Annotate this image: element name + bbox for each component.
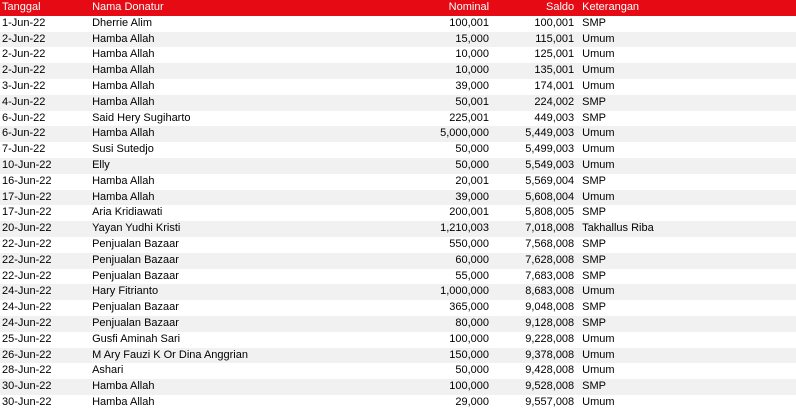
cell-keterangan: SMP [582,95,607,108]
cell-saldo: 9,557,008 [525,395,575,408]
cell-keterangan: Umum [582,127,615,140]
cell-saldo: 125,001 [534,48,575,61]
table-row [0,63,796,79]
table-row [0,16,796,32]
cell-nominal: 39,000 [455,79,490,92]
cell-nominal: 39,000 [455,190,490,203]
cell-nama-donatur: Penjualan Bazaar [92,301,179,314]
cell-saldo: 9,228,008 [525,332,575,345]
cell-keterangan: SMP [582,380,607,393]
cell-nominal: 365,000 [449,301,490,314]
cell-nama-donatur: Dherrie Alim [92,16,152,29]
cell-tanggal: 26-Jun-22 [2,348,52,361]
cell-nominal: 15,000 [455,32,490,45]
cell-tanggal: 10-Jun-22 [2,158,52,171]
table-row [0,379,796,395]
cell-tanggal: 17-Jun-22 [2,206,52,219]
cell-nominal: 150,000 [449,348,490,361]
cell-saldo: 5,449,003 [525,127,575,140]
table-row [0,316,796,332]
cell-nominal: 60,000 [455,253,490,266]
table-row [0,269,796,285]
cell-nama-donatur: Penjualan Bazaar [92,237,179,250]
cell-nominal: 100,001 [449,16,490,29]
cell-nama-donatur: Hamba Allah [92,32,155,45]
cell-nama-donatur: Aria Kridiawati [92,206,163,219]
cell-saldo: 7,018,008 [525,222,575,235]
table-row [0,205,796,221]
table-row [0,111,796,127]
cell-nama-donatur: Hamba Allah [92,48,155,61]
table-row [0,253,796,269]
table-row [0,174,796,190]
table-row [0,348,796,364]
cell-nominal: 80,000 [455,316,490,329]
cell-nama-donatur: Elly [92,158,110,171]
cell-nominal: 1,000,000 [440,285,490,298]
table-row [0,300,796,316]
cell-saldo: 9,378,008 [525,348,575,361]
cell-nama-donatur: Hamba Allah [92,95,155,108]
cell-saldo: 5,808,005 [525,206,575,219]
cell-tanggal: 30-Jun-22 [2,395,52,408]
cell-nama-donatur: Gusfi Aminah Sari [92,332,181,345]
cell-saldo: 8,683,008 [525,285,575,298]
cell-saldo: 9,128,008 [525,316,575,329]
cell-keterangan: Umum [582,190,615,203]
column-header-saldo: Saldo [546,1,575,13]
cell-saldo: 5,608,004 [525,190,575,203]
cell-tanggal: 7-Jun-22 [2,143,46,156]
cell-tanggal: 6-Jun-22 [2,111,46,124]
table-row [0,47,796,63]
cell-saldo: 224,002 [534,95,575,108]
cell-nominal: 5,000,000 [440,127,490,140]
cell-tanggal: 22-Jun-22 [2,237,52,250]
table-header [0,0,796,16]
column-header-nominal: Nominal [448,1,490,13]
cell-nama-donatur: Hamba Allah [92,79,155,92]
cell-saldo: 100,001 [534,16,575,29]
cell-saldo: 135,001 [534,64,575,77]
cell-tanggal: 1-Jun-22 [2,16,46,29]
table-row [0,237,796,253]
cell-nama-donatur: Hary Fitrianto [92,285,159,298]
cell-keterangan: Umum [582,348,615,361]
column-header-tanggal: Tanggal [2,1,41,13]
cell-nominal: 50,000 [455,158,490,171]
table-row [0,142,796,158]
cell-saldo: 9,048,008 [525,301,575,314]
table-row [0,363,796,379]
cell-keterangan: Umum [582,32,615,45]
cell-keterangan: SMP [582,237,607,250]
cell-nominal: 10,000 [455,48,490,61]
cell-tanggal: 24-Jun-22 [2,301,52,314]
cell-tanggal: 24-Jun-22 [2,316,52,329]
cell-nama-donatur: Susi Sutedjo [92,143,154,156]
cell-nominal: 50,000 [455,364,490,377]
cell-keterangan: Umum [582,79,615,92]
cell-saldo: 115,001 [535,32,575,45]
table-row [0,395,796,411]
table-row [0,79,796,95]
cell-nama-donatur: Penjualan Bazaar [92,316,179,329]
cell-nominal: 225,001 [449,111,490,124]
table-row [0,32,796,48]
cell-keterangan: SMP [582,301,607,314]
cell-saldo: 9,428,008 [525,364,575,377]
cell-nama-donatur: Penjualan Bazaar [92,269,179,282]
cell-nominal: 50,001 [455,95,490,108]
cell-tanggal: 2-Jun-22 [2,32,46,45]
cell-tanggal: 16-Jun-22 [2,174,52,187]
cell-nominal: 550,000 [449,237,490,250]
cell-saldo: 9,528,008 [525,380,575,393]
cell-keterangan: SMP [582,206,607,219]
cell-tanggal: 28-Jun-22 [2,364,52,377]
cell-keterangan: SMP [582,111,607,124]
cell-tanggal: 24-Jun-22 [2,285,52,298]
cell-keterangan: Takhallus Riba [582,222,654,235]
cell-nama-donatur: Hamba Allah [92,380,155,393]
cell-saldo: 5,569,004 [525,174,575,187]
cell-nominal: 55,000 [455,269,490,282]
cell-tanggal: 22-Jun-22 [2,269,52,282]
cell-keterangan: SMP [582,253,607,266]
cell-keterangan: SMP [582,269,607,282]
table-row [0,126,796,142]
cell-tanggal: 6-Jun-22 [2,127,46,140]
cell-nominal: 29,000 [455,395,490,408]
cell-keterangan: Umum [582,395,615,408]
cell-saldo: 5,499,003 [525,143,575,156]
cell-saldo: 7,628,008 [525,253,575,266]
table-row [0,95,796,111]
cell-saldo: 7,568,008 [525,237,575,250]
cell-tanggal: 30-Jun-22 [2,380,52,393]
cell-nominal: 20,001 [455,174,490,187]
cell-tanggal: 4-Jun-22 [2,95,46,108]
cell-keterangan: SMP [582,316,607,329]
cell-keterangan: Umum [582,332,615,345]
table-row [0,158,796,174]
cell-saldo: 174,001 [534,79,575,92]
cell-keterangan: Umum [582,48,615,61]
cell-nominal: 100,000 [449,332,490,345]
cell-saldo: 7,683,008 [525,269,575,282]
cell-tanggal: 2-Jun-22 [2,48,46,61]
cell-saldo: 449,003 [534,111,575,124]
table-row [0,221,796,237]
cell-nama-donatur: Ashari [92,364,124,377]
cell-nominal: 50,000 [455,143,490,156]
table-row [0,332,796,348]
cell-tanggal: 25-Jun-22 [2,332,52,345]
cell-keterangan: Umum [582,143,615,156]
cell-nama-donatur: Hamba Allah [92,190,155,203]
cell-keterangan: Umum [582,158,615,171]
cell-nama-donatur: Said Hery Sugiharto [92,111,191,124]
cell-tanggal: 3-Jun-22 [2,79,46,92]
cell-keterangan: SMP [582,174,607,187]
cell-saldo: 5,549,003 [525,158,575,171]
cell-nama-donatur: Hamba Allah [92,395,155,408]
table-row [0,284,796,300]
table-body [0,16,796,411]
cell-nama-donatur: M Ary Fauzi K Or Dina Anggrian [92,348,248,361]
cell-nominal: 100,000 [449,380,490,393]
cell-keterangan: Umum [582,64,615,77]
cell-nama-donatur: Hamba Allah [92,174,155,187]
cell-keterangan: SMP [582,16,607,29]
cell-nama-donatur: Yayan Yudhi Kristi [92,222,181,235]
cell-tanggal: 20-Jun-22 [2,222,52,235]
cell-nama-donatur: Hamba Allah [92,64,155,77]
cell-keterangan: Umum [582,364,615,377]
cell-tanggal: 22-Jun-22 [2,253,52,266]
cell-nominal: 1,210,003 [440,222,490,235]
cell-tanggal: 17-Jun-22 [2,190,52,203]
cell-nama-donatur: Hamba Allah [92,127,155,140]
column-header-keterangan: Keterangan [582,1,640,13]
column-header-nama-donatur: Nama Donatur [92,1,164,13]
cell-nominal: 10,000 [455,64,490,77]
cell-tanggal: 2-Jun-22 [2,64,46,77]
cell-nama-donatur: Penjualan Bazaar [92,253,179,266]
cell-nominal: 200,001 [449,206,490,219]
table-row [0,190,796,206]
cell-keterangan: Umum [582,285,615,298]
